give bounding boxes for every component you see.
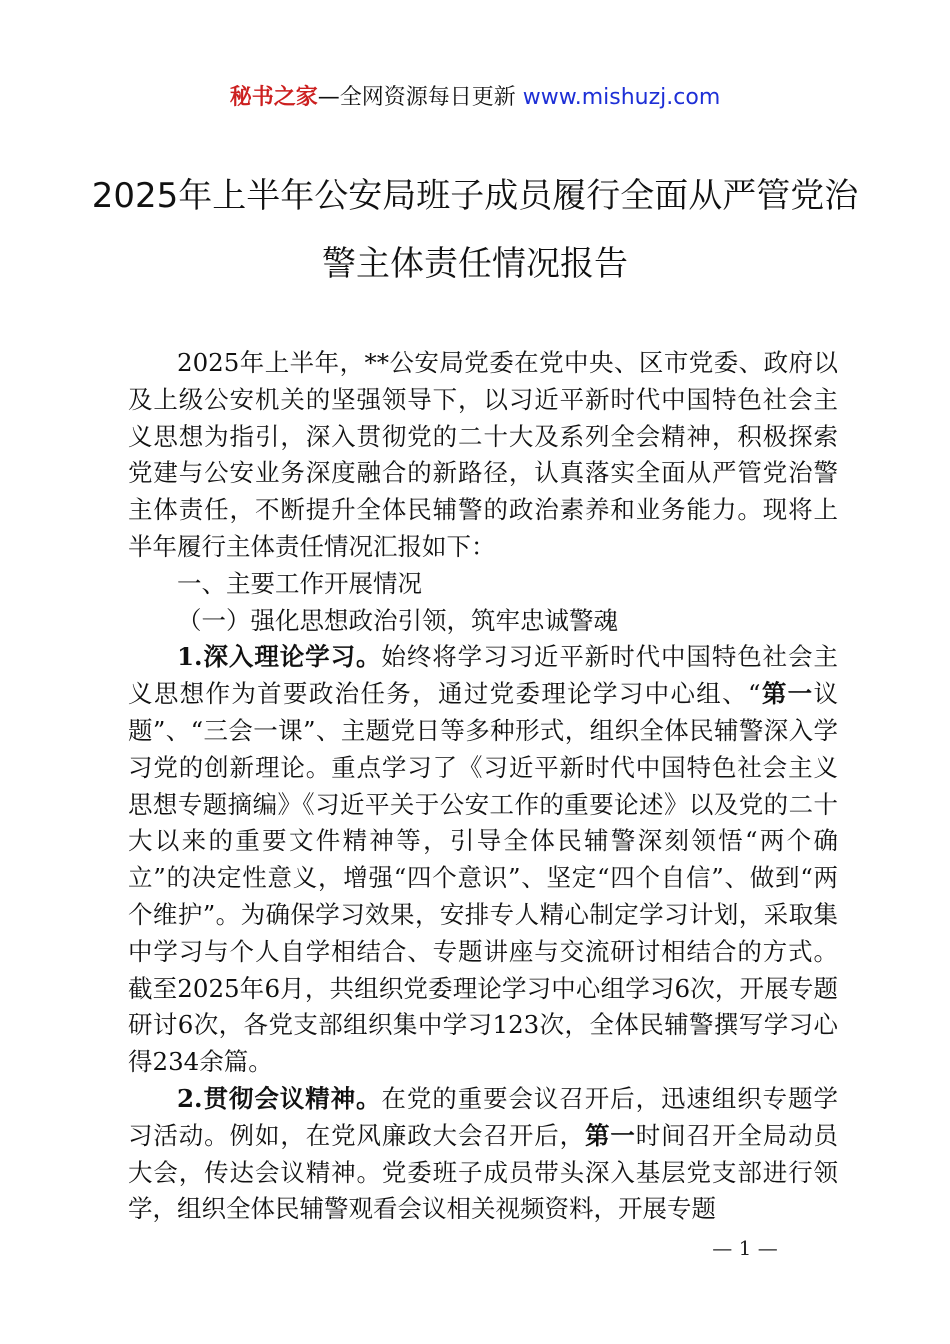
page-number: — 1 — — [712, 1236, 778, 1260]
document-body — [128, 345, 838, 1228]
item-2-text-a: 在党的重要会议召开后，迅速组织专题学习活动。例如，在党风廉政大会召开后， — [128, 1083, 839, 1150]
document-title: 2025年上半年公安局班子成员履行全面从严管党治警主体责任情况报告 — [91, 176, 859, 284]
item-1-lead: 1.深入理论学习。 — [177, 642, 382, 672]
header-tagline: —全网资源每日更新 — [317, 85, 523, 110]
item-2-emphasis: 第一 — [585, 1120, 636, 1150]
item-1-text-a: 始终将学习习近平新时代中国特色社会主义思想作为首要政治任务，通过党委理论学习中心组、“ — [128, 642, 839, 709]
header-url[interactable]: www.mishuzj.com — [522, 85, 721, 110]
site-header — [0, 80, 950, 111]
item-2-lead: 2.贯彻会议精神。 — [177, 1083, 382, 1113]
item-2-text-b: 时间召开全局动员大会，传达会议精神。党委班子成员带头深入基层党支部进行领学，组织全体民辅警观看会议相关视频资料，开展专题 — [128, 1120, 839, 1224]
item-1-text-b: 议题”、“三会一课”、主题党日等多种形式，组织全体民辅警深入学习党的创新理论。重点学习了《习近平新时代中国特色社会主义思想专题摘编》《习近平关于公安工作的重要论述》以及党的二十大以来的重要文件精神等，引导全体民辅警深刻领悟“两个确立”的决定性意义，增强“四个意识”、坚定“四个自信”、做到“两个维护”。为确保学习效果，安排专人精心制定学习计划，采取集中学习与个人自学相结合、专题讲座与交流研讨相结合的方式。截至2025年6月，共组织党委理论学习中心组学习6次，开展专题研讨6次，各党支部组织集中学习123次，全体民辅警撰写学习心得234余篇。 — [128, 679, 838, 1077]
item-1-emphasis: 第一 — [760, 679, 814, 709]
section-heading-1: 一、主要工作开展情况 — [177, 568, 422, 598]
item-paragraph-2 — [128, 1081, 838, 1228]
intro-paragraph: 2025年上半年，**公安局党委在党中央、区市党委、政府以及上级公安机关的坚强领导下，以习近平新时代中国特色社会主义思想为指引，深入贯彻党的二十大及系列全会精神，积极探索党建与公安业务深度融合的新路径，认真落实全面从严管党治警主体责任，不断提升全体民辅警的政治素养和业务能力。现将上半年履行主体责任情况汇报如下： — [128, 348, 838, 561]
item-paragraph-1 — [128, 639, 838, 1081]
subsection-heading-1: （一）强化思想政治引领，筑牢忠诚警魂 — [177, 605, 618, 635]
brand-name: 秘书之家 — [229, 85, 318, 110]
